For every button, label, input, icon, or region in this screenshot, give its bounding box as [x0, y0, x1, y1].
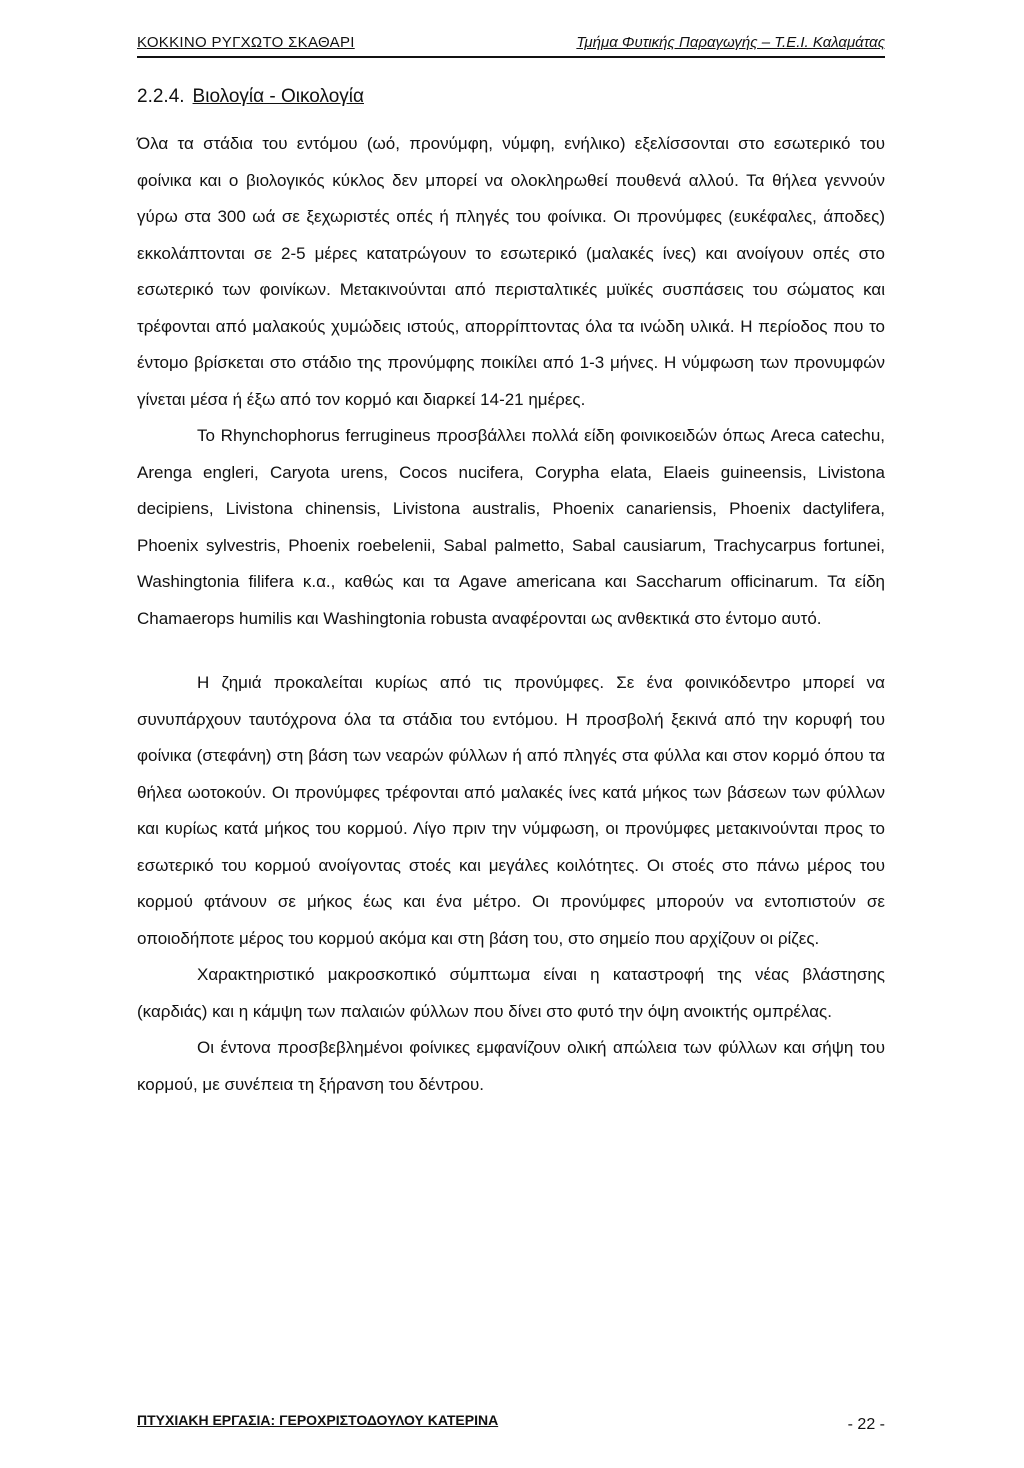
paragraph: Η ζημιά προκαλείται κυρίως από τις προνύμφες. Σε ένα φοινικόδεντρο μπορεί να συνυπάρχουν ταυτόχρονα όλα τα στάδια του εντόμου. Η προσβολή ξεκινά από την κορυφή του φοίνικα (στεφάνη) στη βάση των νεαρών φύλλων ή από πληγές στα φύλλα και στον κορμό όπου τα θήλεα ωοτοκούν. Οι προνύμφες τρέφονται από μαλακές ίνες κατά μήκος των βάσεων των φύλλων και κυρίως κατά μήκος του κορμού. Λίγο πριν την νύμφωση, οι προνύμφες μετακινούνται προς το εσωτερικό του κορμού ανοίγοντας στοές και μεγάλες κοιλότητες. Οι στοές στο πάνω μέρος του κορμού φτάνουν σε μήκος έως και ένα μέτρο. Οι προνύμφες μπορούν να εντοπιστούν σε οποιοδήποτε μέρος του κορμού ακόμα και στη βάση του, στο σημείο που αρχίζουν οι ρίζες. — [137, 673, 885, 948]
paragraph: Οι έντονα προσβεβλημένοι φοίνικες εμφανίζουν ολική απώλεια των φύλλων και σήψη του κορμού, με συνέπεια τη ξήρανση του δέντρου. — [137, 1038, 885, 1094]
paragraph: Όλα τα στάδια του εντόμου (ωό, προνύμφη, νύμφη, ενήλικο) εξελίσσονται στο εσωτερικό του φοίνικα και ο βιολογικός κύκλος δεν μπορεί να ολοκληρωθεί πουθενά αλλού. Τα θήλεα γεννούν γύρω στα 300 ωά σε ξεχωριστές οπές ή πληγές του φοίνικα. Οι προνύμφες (ευκέφαλες, άποδες) εκκολάπτονται σε 2-5 μέρες κατατρώγουν το εσωτερικό (μαλακές ίνες) και ανοίγουν οπές στο εσωτερικό των φοινίκων. Μετακινούνται από περισταλτικές μυϊκές συσπάσεις του σώματος και τρέφονται από μαλακούς χυμώδεις ιστούς, απορρίπτοντας όλα τα ινώδη υλικά. Η περίοδος που το έντομο βρίσκεται στο στάδιο της προνύμφης ποικίλει από 1-3 μήνες. Η νύμφωση των προνυμφών γίνεται μέσα ή έξω από τον κορμό και διαρκεί 14-21 ημέρες. — [137, 134, 885, 409]
page-number: - 22 - — [847, 1416, 885, 1433]
page-header — [137, 32, 885, 58]
header-title: ΚΟΚΚΙΝΟ ΡΥΓΧΩΤΟ ΣΚΑΘΑΡΙ — [137, 34, 355, 51]
header-department: Τμήμα Φυτικής Παραγωγής – Τ.Ε.Ι. Καλαμάτας — [576, 34, 885, 51]
section-number: 2.2.4. — [137, 86, 185, 107]
page-footer — [137, 1412, 885, 1442]
section-heading — [137, 86, 364, 108]
paragraph: Χαρακτηριστικό μακροσκοπικό σύμπτωμα είναι η καταστροφή της νέας βλάστησης (καρδιάς) και η κάμψη των παλαιών φύλλων που δίνει στο φυτό την όψη ανοικτής ομπρέλας. — [137, 965, 885, 1021]
paragraph: Το Rhynchophorus ferrugineus προσβάλλει πολλά είδη φοινικοειδών όπως Areca catechu, Arenga engleri, Caryota urens, Cocos nucifera, Corypha elata, Elaeis guineensis, Livistona decipiens, Livistona chinensis, Livistona australis, Phoenix canariensis, Phoenix dactylifera, Phoenix sylvestris, Phoenix roebelenii, Sabal palmetto, Sabal causiarum, Trachycarpus fortunei, Washingtonia filifera κ.α., καθώς και τα Agave americana και Saccharum officinarum. Τα είδη Chamaerops humilis και Washingtonia robusta αναφέρονται ως ανθεκτικά στο έντομο αυτό. — [137, 426, 885, 628]
footer-author: ΠΤΥΧΙΑΚΗ ΕΡΓΑΣΙΑ: ΓΕΡΟΧΡΙΣΤΟΔΟΥΛΟΥ ΚΑΤΕΡΙΝΑ — [137, 1412, 499, 1428]
body-text — [137, 126, 885, 1103]
section-title: Βιολογία - Οικολογία — [192, 86, 364, 107]
